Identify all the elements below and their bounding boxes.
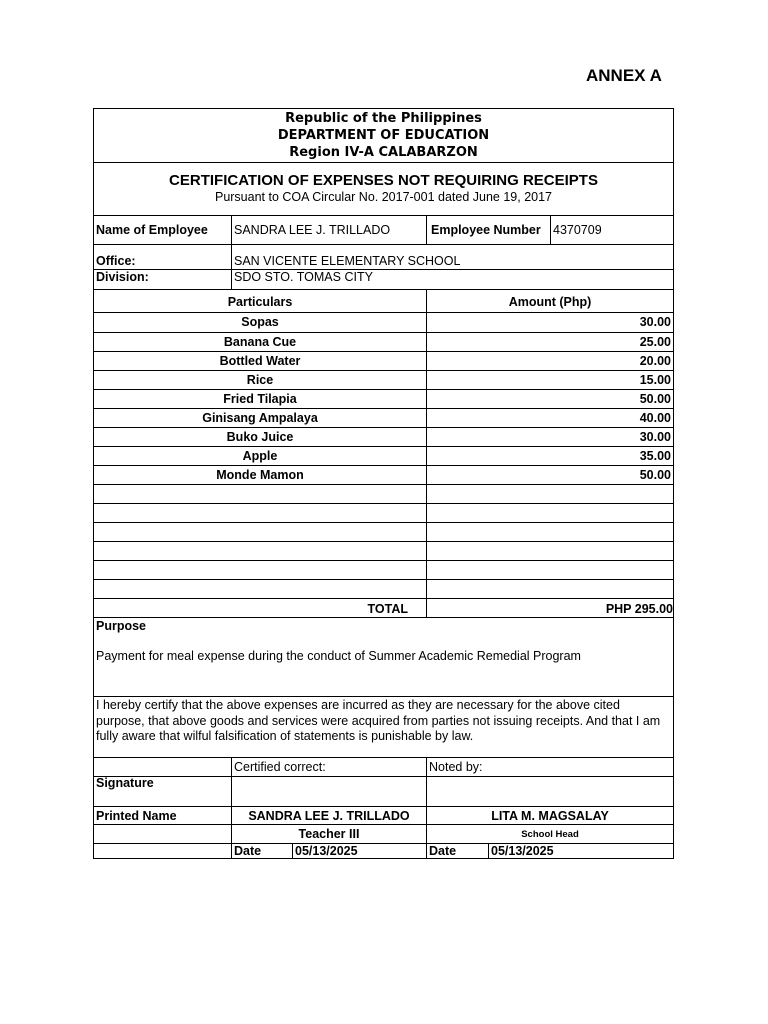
purpose-label: Purpose	[96, 619, 147, 633]
republic-line: Republic of the Philippines	[285, 111, 482, 126]
noter-name: LITA M. MAGSALAY	[426, 807, 673, 824]
amount-cell: 30.00	[426, 313, 673, 332]
particular-cell: Apple	[242, 449, 278, 463]
noter-signature	[426, 777, 673, 806]
amount-header: Amount (Php)	[426, 290, 673, 312]
table-row	[94, 541, 673, 560]
region-line: Region IV-A CALABARZON	[289, 145, 478, 160]
employee-name-label: Name of Employee	[96, 223, 208, 237]
total-value: PHP 295.00	[426, 599, 673, 617]
total-label: TOTAL	[367, 602, 408, 616]
printed-name-row	[94, 806, 673, 824]
amount-cell: 20.00	[426, 352, 673, 370]
table-row	[94, 351, 673, 370]
amount-cell: 35.00	[426, 447, 673, 465]
particular-cell: Banana Cue	[223, 335, 297, 349]
noted-by-label: Noted by:	[426, 758, 673, 776]
expense-certification-form	[93, 108, 674, 859]
certifier-position: Teacher III	[231, 825, 426, 843]
table-row	[94, 522, 673, 541]
certifier-signature	[231, 777, 426, 806]
certified-correct-label: Certified correct:	[231, 758, 426, 776]
table-header-row	[94, 290, 673, 312]
particular-cell: Buko Juice	[226, 430, 294, 444]
particular-cell: Rice	[246, 373, 274, 387]
particular-cell	[94, 580, 426, 598]
particular-cell	[94, 485, 426, 503]
particular-cell	[94, 542, 426, 560]
amount-cell	[426, 580, 673, 598]
particular-cell: Sopas	[241, 315, 279, 329]
purpose-text: Payment for meal expense during the conduct of Summer Academic Remedial Program	[96, 649, 581, 663]
employee-number-value: 4370709	[550, 216, 673, 244]
expense-table	[93, 289, 674, 617]
table-row	[94, 332, 673, 351]
printed-name-label: Printed Name	[96, 809, 177, 823]
particular-cell: Ginisang Ampalaya	[202, 411, 318, 425]
office-value: SAN VICENTE ELEMENTARY SCHOOL	[231, 245, 673, 269]
table-row	[94, 465, 673, 484]
amount-cell: 50.00	[426, 466, 673, 484]
date-row	[94, 843, 673, 858]
division-value: SDO STO. TOMAS CITY	[231, 270, 673, 289]
table-row	[94, 484, 673, 503]
form-title: CERTIFICATION OF EXPENSES NOT REQUIRING RECEIPTS	[169, 172, 598, 189]
amount-cell: 40.00	[426, 409, 673, 427]
noter-date: 05/13/2025	[488, 844, 673, 858]
employee-block	[93, 215, 674, 289]
table-row	[94, 503, 673, 522]
amount-cell	[426, 542, 673, 560]
amount-cell	[426, 523, 673, 541]
employee-number-label: Employee Number	[426, 216, 550, 244]
table-row	[94, 408, 673, 427]
noter-date-label: Date	[426, 844, 488, 858]
amount-cell	[426, 561, 673, 579]
employee-name-value: SANDRA LEE J. TRILLADO	[231, 216, 426, 244]
office-row	[94, 244, 673, 269]
table-row	[94, 427, 673, 446]
particular-cell	[94, 504, 426, 522]
particular-cell	[94, 561, 426, 579]
attestation-statement: I hereby certify that the above expenses are incurred as they are necessary for the above cited purpose, that above goods and services were acquired from parties not issuing receipts. And that I am fully aware that wilful falsification of statements is punishable by law.	[93, 696, 674, 757]
employee-name-row	[94, 216, 673, 244]
signatories-block	[93, 757, 674, 859]
signature-label: Signature	[96, 777, 154, 790]
certifier-date-label: Date	[231, 844, 292, 858]
amount-cell: 15.00	[426, 371, 673, 389]
department-line: DEPARTMENT OF EDUCATION	[277, 128, 490, 143]
form-subtitle: Pursuant to COA Circular No. 2017-001 dated June 19, 2017	[214, 190, 553, 204]
noter-position: School Head	[426, 825, 673, 843]
table-row	[94, 389, 673, 408]
table-row	[94, 446, 673, 465]
signatory-caption-row	[94, 758, 673, 776]
particulars-header: Particulars	[227, 295, 293, 309]
division-row	[94, 269, 673, 289]
total-row	[94, 598, 673, 617]
particular-cell: Monde Mamon	[216, 468, 304, 482]
purpose-block	[93, 617, 674, 696]
particular-cell: Bottled Water	[219, 354, 301, 368]
amount-cell	[426, 504, 673, 522]
particular-cell	[94, 523, 426, 541]
amount-cell	[426, 485, 673, 503]
division-label: Division:	[96, 270, 149, 284]
position-row	[94, 824, 673, 843]
certification-title-block	[93, 162, 674, 215]
amount-cell: 30.00	[426, 428, 673, 446]
office-label: Office:	[96, 254, 136, 268]
table-row	[94, 560, 673, 579]
agency-header	[93, 108, 674, 162]
certifier-date: 05/13/2025	[292, 844, 426, 858]
amount-cell: 50.00	[426, 390, 673, 408]
amount-cell: 25.00	[426, 333, 673, 351]
certifier-name: SANDRA LEE J. TRILLADO	[231, 807, 426, 824]
table-row	[94, 370, 673, 389]
expense-items	[94, 312, 673, 598]
table-row	[94, 313, 673, 332]
signature-row	[94, 776, 673, 806]
table-row	[94, 579, 673, 598]
annex-label: ANNEX A	[586, 66, 662, 85]
particular-cell: Fried Tilapia	[223, 392, 297, 406]
